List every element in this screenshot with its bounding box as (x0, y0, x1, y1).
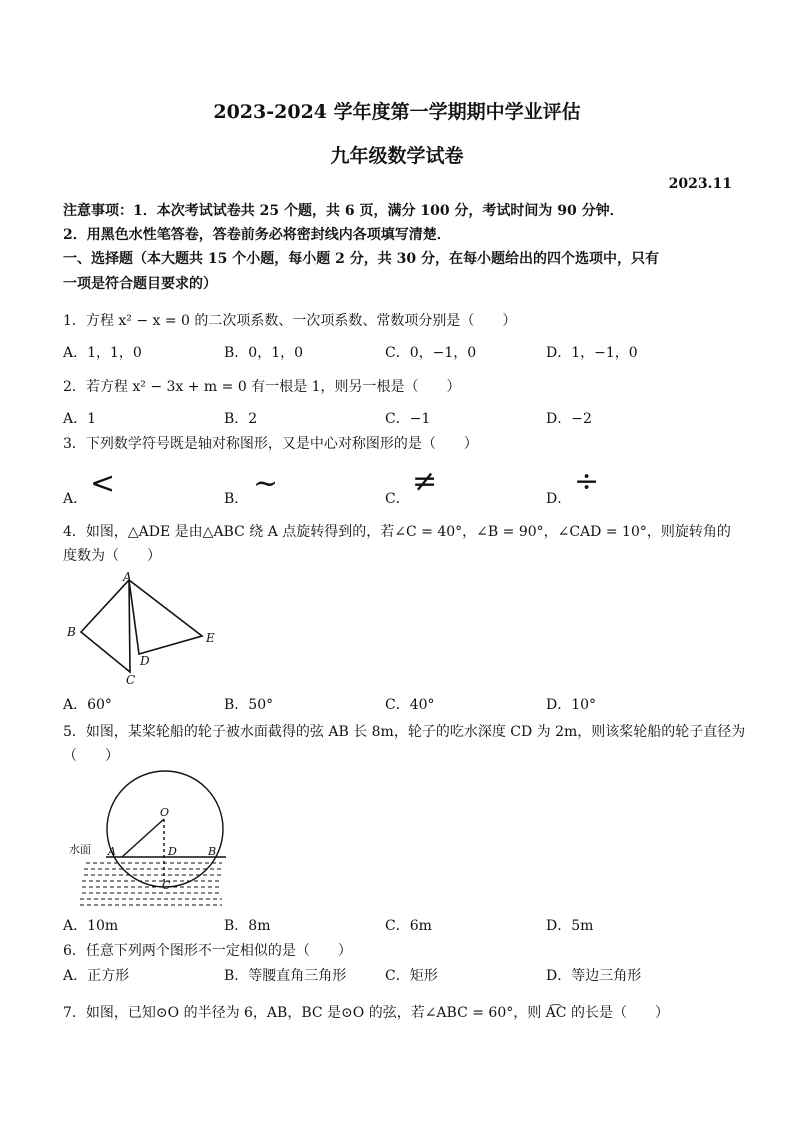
q5-option-d: D．5m (546, 918, 594, 934)
less-than-symbol: < (90, 466, 116, 501)
q3-option-a: A． (63, 491, 88, 507)
q2-option-b: B．2 (224, 411, 258, 427)
exam-title: 2023-2024 学年度第一学期期中学业评估 (213, 101, 581, 123)
q2-option-d: D．−2 (546, 411, 592, 427)
q5-option-a: A．10m (63, 918, 119, 934)
q4-option-c: C．40° (385, 697, 435, 713)
q1-option-c: C．0，−1，0 (385, 345, 477, 361)
q2-option-c: C．−1 (385, 411, 431, 427)
q5-option-c: C．6m (385, 918, 432, 934)
label-a: A (123, 570, 132, 584)
label-o: O (160, 806, 170, 819)
question-5-stem-line-2: （ ） (63, 748, 119, 764)
q6-option-d: D．等边三角形 (546, 968, 642, 984)
q3-option-b: B． (224, 491, 249, 507)
notes-line-2: 2．用黑色水性笔答卷，答卷前务必将密封线内各项填写清楚． (63, 227, 451, 243)
q4-option-b: B．50° (224, 697, 274, 713)
q3-option-c: C． (385, 491, 410, 507)
division-symbol: ÷ (574, 464, 600, 499)
q2-option-a: A．1 (63, 411, 97, 427)
label-d: D (168, 845, 177, 858)
label-b: B (208, 845, 217, 858)
label-d: D (140, 654, 150, 668)
notes-line-1: 注意事项：1．本次考试试卷共 25 个题，共 6 页，满分 100 分，考试时间为 90 分钟． (63, 203, 624, 219)
radius-oa (122, 819, 164, 857)
water-dashes (80, 863, 222, 905)
q4-option-a: A．60° (63, 697, 112, 713)
question-7-stem: 7．如图，已知⊙O 的半径为 6，AB，BC 是⊙O 的弦，若∠ABC = 60°，则 A͡C 的长是（ ） (63, 1005, 669, 1021)
triangle-abc (81, 580, 130, 672)
exam-subtitle: 九年级数学试卷 (330, 145, 464, 167)
tilde-symbol: ~ (253, 466, 279, 501)
wheel-circle (107, 771, 223, 887)
q4-option-d: D．10° (546, 697, 597, 713)
q5-option-b: B．8m (224, 918, 271, 934)
label-b: B (67, 625, 76, 639)
label-c: C (162, 879, 171, 892)
label-a: A (108, 845, 116, 858)
question-4-stem-line-1: 4．如图，△ADE 是由△ABC 绕 A 点旋转得到的，若∠C = 40°，∠B = 90°，∠CAD = 10°，则旋转角的 (63, 524, 731, 540)
not-equal-symbol: ≠ (412, 464, 438, 499)
question-3-stem: 3．下列数学符号既是轴对称图形，又是中心对称图形的是（ ） (63, 436, 478, 452)
q3-option-d: D． (546, 491, 572, 507)
section-heading-line-2: 一项是符合题目要求的） (63, 276, 217, 292)
paddle-wheel-figure (64, 765, 234, 911)
q6-option-c: C．矩形 (385, 968, 438, 984)
label-water-surface: 水面 (69, 843, 91, 856)
triangle-ade (129, 580, 202, 654)
exam-date: 2023.11 (668, 176, 732, 192)
label-c: C (126, 673, 136, 686)
q1-option-a: A．1，1，0 (63, 345, 142, 361)
question-1-stem: 1．方程 x² − x = 0 的二次项系数、一次项系数、常数项分别是（ ） (63, 313, 517, 329)
q1-option-d: D．1，−1，0 (546, 345, 638, 361)
q1-option-b: B．0，1，0 (224, 345, 304, 361)
label-e: E (206, 631, 215, 645)
rotation-triangle-figure (62, 566, 222, 686)
question-5-stem-line-1: 5．如图，某桨轮船的轮子被水面截得的弦 AB 长 8m，轮子的吃水深度 CD 为 2m，则该桨轮船的轮子直径为 (63, 724, 746, 740)
question-6-stem: 6．任意下列两个图形不一定相似的是（ ） (63, 943, 352, 959)
question-4-stem-line-2: 度数为（ ） (63, 548, 161, 564)
q6-option-a: A．正方形 (63, 968, 130, 984)
section-heading-line-1: 一、选择题（本大题共 15 个小题，每小题 2 分，共 30 分，在每小题给出的四个选项中，只有 (63, 251, 659, 267)
q6-option-b: B．等腰直角三角形 (224, 968, 347, 984)
question-2-stem: 2．若方程 x² − 3x + m = 0 有一根是 1，则另一根是（ ） (63, 379, 461, 395)
